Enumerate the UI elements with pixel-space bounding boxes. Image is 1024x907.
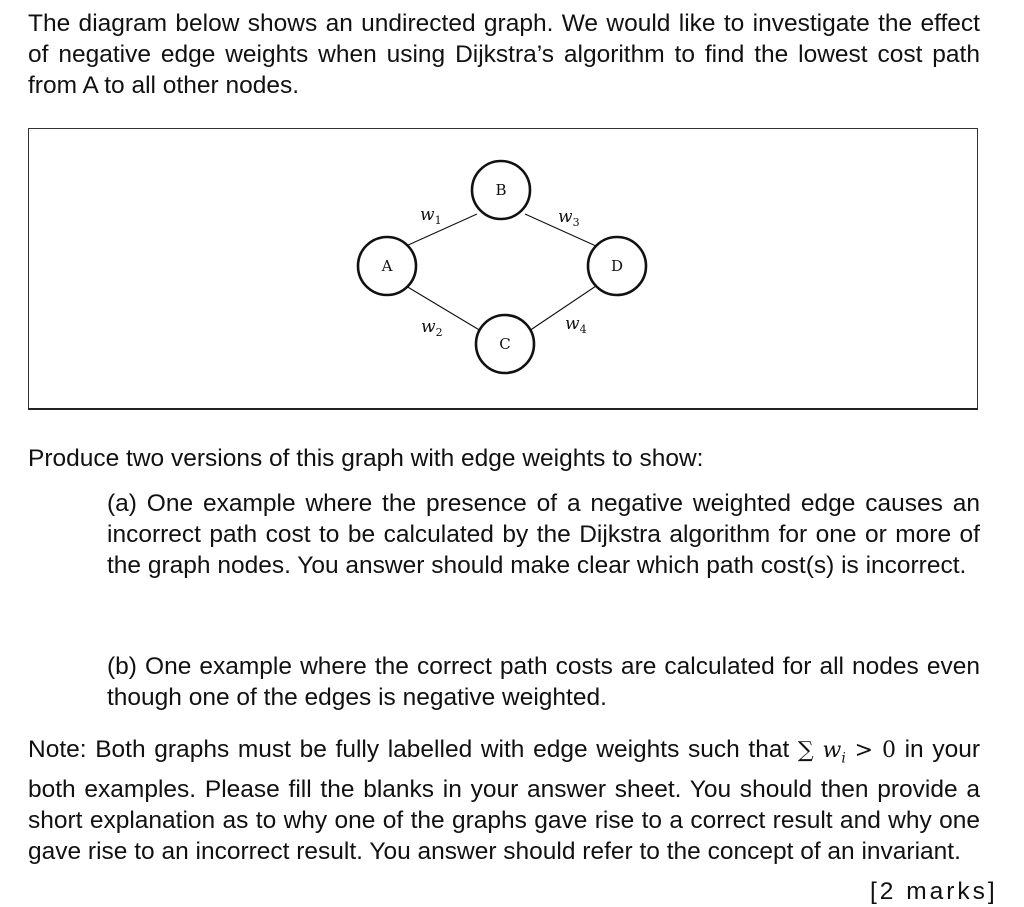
node-b-label: B: [495, 181, 507, 199]
weight-subscript: 4: [579, 323, 587, 336]
weight-subscript: 2: [435, 326, 443, 339]
note-after-formula: in your both examples. Please fill the blanks in your answer sheet. You should then provide a short explanation as to why one of the graphs gave rise to a correct result and why one gave rise to an incorrect result. You answer should refer to the concept of an invariant.: [28, 736, 981, 866]
edge-b-d-weight: [558, 207, 580, 229]
graph-svg: [29, 129, 977, 408]
note-text: [28, 734, 980, 867]
node-c-label: C: [499, 335, 511, 353]
sum-formula: [797, 738, 896, 767]
weight-symbol: w: [421, 317, 436, 337]
sum-symbol: ∑: [797, 738, 814, 763]
weight-symbol: w: [420, 205, 435, 225]
formula-inequality: > 0: [845, 738, 896, 763]
node-a-label: A: [381, 257, 393, 275]
node-d-label: D: [610, 257, 624, 275]
weight-symbol: w: [558, 207, 573, 227]
part-b-text: (b) One example where the correct path costs are calculated for all nodes even though one of the edges is negative weighted.: [107, 653, 980, 711]
graph-diagram: [28, 128, 978, 410]
prompt-text: Produce two versions of this graph with edge weights to show:: [28, 445, 704, 472]
formula-subscript: i: [841, 750, 846, 767]
weight-subscript: 3: [572, 216, 580, 229]
note-before-formula: Note: Both graphs must be fully labelled with edge weights such that: [28, 736, 798, 763]
marks-label: [2 marks]: [870, 878, 998, 905]
edge-c-d-weight: [565, 314, 587, 336]
weight-subscript: 1: [434, 214, 442, 227]
edge-a-b-weight: [420, 205, 442, 227]
weight-symbol: w: [565, 314, 580, 334]
intro-text: The diagram below shows an undirected graph. We would like to investigate the effect of negative edge weights when using Dijkstra’s algorithm to find the lowest cost path from A to all other nodes.: [28, 10, 980, 99]
edge-a-c-weight: [421, 317, 443, 339]
part-a-text: (a) One example where the presence of a negative weighted edge causes an incorrect path cost to be calculated by the Dijkstra algorithm for one or more of the graph nodes. You answer should make clear which path cost(s) is incorrect.: [107, 490, 980, 579]
formula-variable: w: [822, 738, 842, 763]
edge-a-c: [406, 286, 481, 331]
